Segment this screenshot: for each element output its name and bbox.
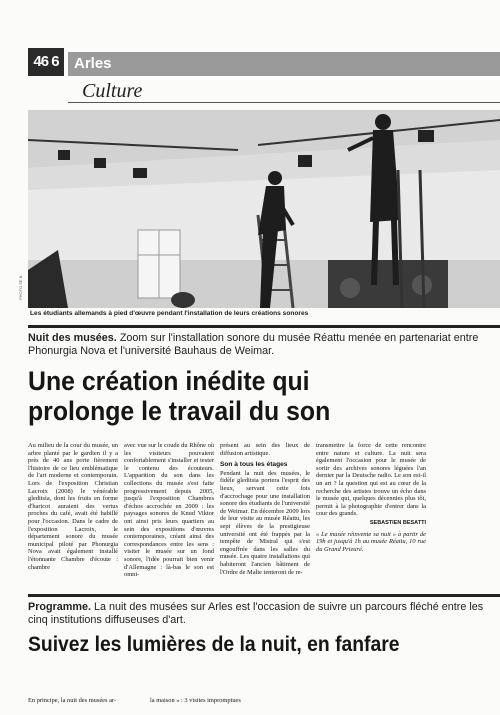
- programme-column-2: la maison » : 3 visites impromptues: [150, 697, 241, 704]
- body-column-1: Au milieu de la cour du musée, un arbre planté par le gardien il y a près de 40 ans porte fièrement l'histoire de ce lieu emblématique de l'art moderne et contemporain. Lors de l'exposition Christian Lacroix (2008) le vénérable gleditsia, dont les fruits en forme d'haricot auraient des vertus proches du café, avait été habillé pour l'occasion. Dans le cadre de l'exposition Lacroix, le département sonore du musée municipal piloté par Phonurgia Nova avait également installé l'étonnante Chambre d'écoute : chambre: [28, 442, 118, 571]
- event-info: « Le musée réinvente sa nuit » à partir de 19h et jusqu'à 1h au musée Réattu, 10 rue du Grand Prieuré.: [316, 530, 426, 553]
- programme-headline: Suivez les lumières de la nuit, en fanfare: [28, 633, 400, 656]
- rule-above-programme: [28, 594, 500, 597]
- programme-column-1: En principe, la nuit des musées ar-: [28, 697, 117, 704]
- photo-illustration: [28, 110, 500, 308]
- subheading: Son à tous les étages: [220, 461, 288, 469]
- gallery-photo: [28, 110, 500, 308]
- programme-kicker: [28, 601, 500, 627]
- programme-bold: Programme.: [28, 601, 92, 613]
- article-body: [28, 442, 500, 579]
- photo-caption: Les étudiants allemands à pied d'œuvre pendant l'installation de leurs créations sonores: [30, 310, 309, 317]
- photo-credit: PHOTO SE B.: [18, 274, 23, 300]
- page-number: 46 6: [28, 48, 64, 76]
- kicker-bold: Nuit des musées.: [28, 332, 117, 344]
- body-column-4: transmettre la force de cette rencontre entre nature et culture. La nuit sera également l'occasion pour le musée de sortir des archives sonores léguées l'an dernier par la Deutsche radio. Le son est-il un art ? la question qui est au cœur de la recherche des artistes trouve un écho dans le musée qui, quelques décennies plus tôt, permit à la photographie d'entrer dans la cour des grands. SEBASTIEN BESATTI « Le musée réinvente sa nuit » à partir de 19h et jusqu'à 1h au musée Réattu, 10 rue du Grand Prieuré.: [316, 442, 426, 553]
- header-rule: [68, 102, 500, 103]
- rule-above-article: [28, 325, 500, 328]
- programme-text: La nuit des musées sur Arles est l'occasion de suivre un parcours fléché entre les cinq institutions diffuseuses d'art.: [28, 601, 484, 626]
- body-column-3: présent au sein des lieux de diffusion artistique. Son à tous les étages Pendant la nuit des musées, le fidèle gleditsia portera l'esprit des lieux, servant cette fois d'accrochage pour une installation sonore des étudiants de l'université de Weimar. En décembre 2009 lors de leur visite au musée Réattu, les sept élèves de la prestigieuse université ont été frappés par la tempête de Mistral qui s'est engouffrée dans les salles du musée. Les quatre installations qui habiteront l'ancien bâtiment de l'Ordre de Malte tenteront de re-: [220, 442, 310, 576]
- byline: SEBASTIEN BESATTI: [369, 519, 426, 526]
- section-title: Culture: [82, 80, 143, 102]
- article-kicker: [28, 332, 500, 358]
- body-column-2: avec vue sur le coude du Rhône où les visiteurs pouvaient confortablement s'installer et tester le contenu des écouteurs. L'apparition du son dans les collections du musée s'est faite progressivement depuis 2005, jusqu'à l'exposition Chambres d'échos accrochée en 2009 : les paysages sonores de Knud Viktor ont ainsi pris leurs quartiers au sein des expositions d'œuvres contemporaines, créant ainsi des correspondances entre les sens : visiter le musée sur un fond sonore, l'idée pourrait bien venir d'Allemagne : là-bas le son est omni-: [124, 442, 214, 579]
- headline-line-1: Une création inédite qui: [28, 366, 310, 396]
- kicker-text: Zoom sur l'installation sonore du musée Réattu menée en partenariat entre Phonurgia Nova et l'université Bauhaus de Weimar.: [28, 332, 479, 357]
- headline-line-2: prolonge le travail du son: [28, 396, 331, 426]
- city-label: Arles: [68, 52, 500, 76]
